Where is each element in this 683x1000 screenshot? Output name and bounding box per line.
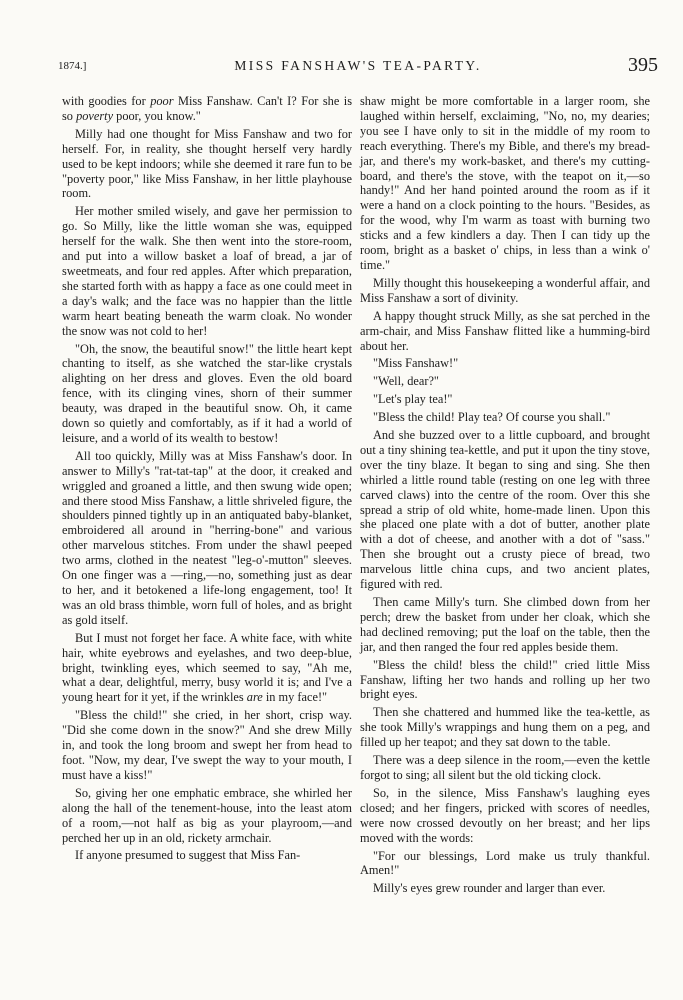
paragraph: Then came Milly's turn. She climbed down from her perch; drew the basket from under her cloak, which she had declined removing; put the loaf on the table, then the jar, and then ranged the four red apples beside them. bbox=[360, 595, 650, 654]
left-column bbox=[62, 94, 352, 863]
paragraph: Milly had one thought for Miss Fanshaw and two for herself. For, in reality, she thought herself very hardly used to be kept indoors; while she deemed it rare fun to be "poverty poor," like Miss Fanshaw, in her little playhouse room. bbox=[62, 126, 352, 201]
running-header bbox=[58, 56, 658, 76]
paragraph: Her mother smiled wisely, and gave her permission to go. So Milly, like the little woman she was, equipped herself for the walk. She then went into the store-room, and put into a willow basket a loaf of bread, a jar of sweetmeats, and four red apples. After which preparation, she started forth with as happy a face as one could meet in a day's walk; and the face was no happier than the little warm heart beating beneath the warm cloak. No wonder the snow was not cold to her! bbox=[62, 204, 352, 338]
paragraph: There was a deep silence in the room,—even the kettle forgot to sing; all silent but the old ticking clock. bbox=[360, 753, 650, 782]
paragraph: And she buzzed over to a little cupboard, and brought out a tiny shining tea-kettle, and put it upon the tiny stove, over the tiny blaze. It began to sing and sing. She then whirled a little round table (resting on one leg with three carved claws) into the centre of the room. Over this she spread a strip of old white, home-made linen. Upon this she placed one plate with a dot of butter, another plate with a dot of cheese, and another with a dot of "sass." Then she brought out a crusty piece of bread, two marvelous little china cups, and two ancient plates, figured with red. bbox=[360, 428, 650, 592]
paragraph: "Bless the child! Play tea? Of course you shall." bbox=[373, 410, 611, 425]
paragraph: If anyone presumed to suggest that Miss Fan- bbox=[75, 848, 301, 863]
article-title-header: MISS FANSHAW'S TEA-PARTY. bbox=[234, 58, 482, 73]
paragraph: "For our blessings, Lord make us truly thankful. Amen!" bbox=[360, 848, 650, 878]
paragraph: A happy thought struck Milly, as she sat perched in the arm-chair, and Miss Fanshaw flitted like a humming-bird about her. bbox=[360, 308, 650, 353]
paragraph: "Well, dear?" bbox=[373, 374, 439, 389]
paragraph: "Bless the child!" she cried, in her short, crisp way. "Did she come down in the snow?" And she drew Milly in, and took the long broom and swept her from head to foot. "Now, my dear, I've swept the way to your mouth, I must have a kiss!" bbox=[62, 708, 352, 782]
paragraph: So, in the silence, Miss Fanshaw's laughing eyes closed; and her fingers, pricked with scores of needles, were now crossed devoutly on her breast; and her lips moved with the words: bbox=[360, 785, 650, 845]
paragraph: All too quickly, Milly was at Miss Fanshaw's door. In answer to Milly's "rat-tat-tap" at the door, it creaked and wriggled and groaned a little, and then swung wide open; and there stood Miss Fanshaw, a little shriveled figure, the shoulders pinned tightly up in an antiquated baby-blanket, embroidered all around in "herring-bone" and various other marvelous stitches. From under the shawl peeped two arms, clothed in the neatest "leg-o'-mutton" sleeves. On one finger was a —ring,—no, something just as dear to her, and it betokened a life-long engagement, too! It was an old brass thimble, worn full of holes, and as bright as gold itself. bbox=[62, 448, 352, 627]
paragraph: "Let's play tea!" bbox=[373, 392, 453, 407]
paragraph: But I must not forget her face. A white face, with white hair, white eyebrows and eyelashes, and two deep-blue, bright, twinkling eyes, which seemed to say, "Ah me, what a dear, delightful, merry, busy world it is; and I've a young heart for it yet, if the wrinkles are in my face!" bbox=[62, 630, 352, 705]
paragraph: "Oh, the snow, the beautiful snow!" the little heart kept chanting to itself, as she watched the star-like crystals alighting on her dress and gloves. Even the old board fence, with its clinging vines, shorn of their summer beauty, was draped in the beautiful snow. Oh, it came down so quietly and comfortably, as if it had a world of leisure, and a world of its wealth to bestow! bbox=[62, 341, 352, 445]
paragraph: Milly's eyes grew rounder and larger than ever. bbox=[373, 881, 606, 896]
page-number: 395 bbox=[628, 54, 658, 76]
issue-year: 1874.] bbox=[58, 60, 87, 72]
paragraph: "Bless the child! bless the child!" cried little Miss Fanshaw, lifting her two hands and rolling up her two bright eyes. bbox=[360, 657, 650, 702]
paragraph: Then she chattered and hummed like the tea-kettle, as she took Milly's wrappings and hung them on a peg, and filled up her teapot; and they sat down to the table. bbox=[360, 705, 650, 750]
right-column bbox=[360, 94, 650, 896]
paragraph: "Miss Fanshaw!" bbox=[373, 356, 459, 371]
paragraph: shaw might be more comfortable in a larger room, she laughed within herself, exclaiming, "No, no, my dearies; you see I have only to sit in the middle of my room to reach everything. There's my Bible, and there's my bread-jar, and there's my work-basket, and there's my cutting-board, and there's the stove, with the teapot on it,—so handy!" And her hand pointed around the room as if it were a hand on a clock pointing to the hours. "Besides, as for the wood, why I'm warm as toast with burning two sticks and a few kindlers a day. Then I can tidy up the room, bright as a basket o' chips, in less than a wink o' time." bbox=[360, 94, 650, 272]
paragraph: So, giving her one emphatic embrace, she whirled her along the hall of the tenement-house, into the least atom of a room,—not half as big as your playroom,—and perched her up in an old, rickety armchair. bbox=[62, 785, 352, 845]
paragraph: with goodies for poor Miss Fanshaw. Can't I? For she is so poverty poor, you know." bbox=[62, 94, 353, 123]
paragraph: Milly thought this housekeeping a wonderful affair, and Miss Fanshaw a sort of divinity. bbox=[360, 275, 650, 305]
